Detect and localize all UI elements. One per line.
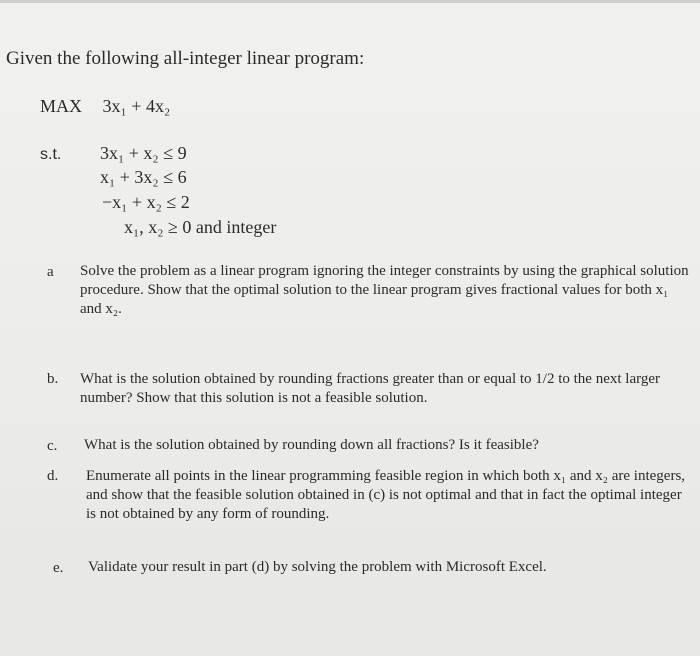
constraint-nonnegativity: x₁, x₂ ≥ 0 and integer bbox=[124, 217, 277, 237]
constraint-1: 3x₁ + x₂ ≤ 9 bbox=[100, 143, 187, 163]
subject-to-label: s.t. bbox=[40, 146, 62, 163]
constraint-3: −x₁ + x₂ ≤ 2 bbox=[102, 192, 190, 212]
constraint-2: x₁ + 3x₂ ≤ 6 bbox=[100, 167, 187, 187]
part-e-text: Validate your result in part (d) by solving the problem with Microsoft Excel. bbox=[88, 559, 547, 575]
part-c-letter: c. bbox=[47, 438, 58, 454]
objective-function bbox=[40, 96, 170, 117]
part-a-text: Solve the problem as a linear program ignoring the integer constraints by using the graphical solution procedure. Show that the optimal solution to the linear program gives fractional values for both x₁ and x₂. bbox=[80, 263, 689, 317]
part-d-letter: d. bbox=[47, 468, 59, 484]
part-b-letter: b. bbox=[47, 371, 59, 387]
top-edge-line bbox=[0, 0, 700, 3]
objective-label: MAX bbox=[40, 96, 83, 116]
part-a-letter: a bbox=[47, 264, 54, 280]
part-c-text: What is the solution obtained by rounding down all fractions? Is it feasible? bbox=[84, 437, 539, 453]
part-e-letter: e. bbox=[53, 560, 64, 576]
part-d-text: Enumerate all points in the linear programming feasible region in which both x₁ and x₂ are integers, and show that the feasible solution obtained in (c) is not optimal and that in fact the optimal integer is not obtained by any form of rounding. bbox=[86, 468, 686, 522]
problem-heading: Given the following all-integer linear program: bbox=[6, 48, 365, 69]
part-b-text: What is the solution obtained by rounding fractions greater than or equal to 1/2 to the next larger number? Show that this solution is not a feasible solution. bbox=[80, 371, 660, 406]
objective-expression: 3x₁ + 4x₂ bbox=[102, 96, 171, 116]
